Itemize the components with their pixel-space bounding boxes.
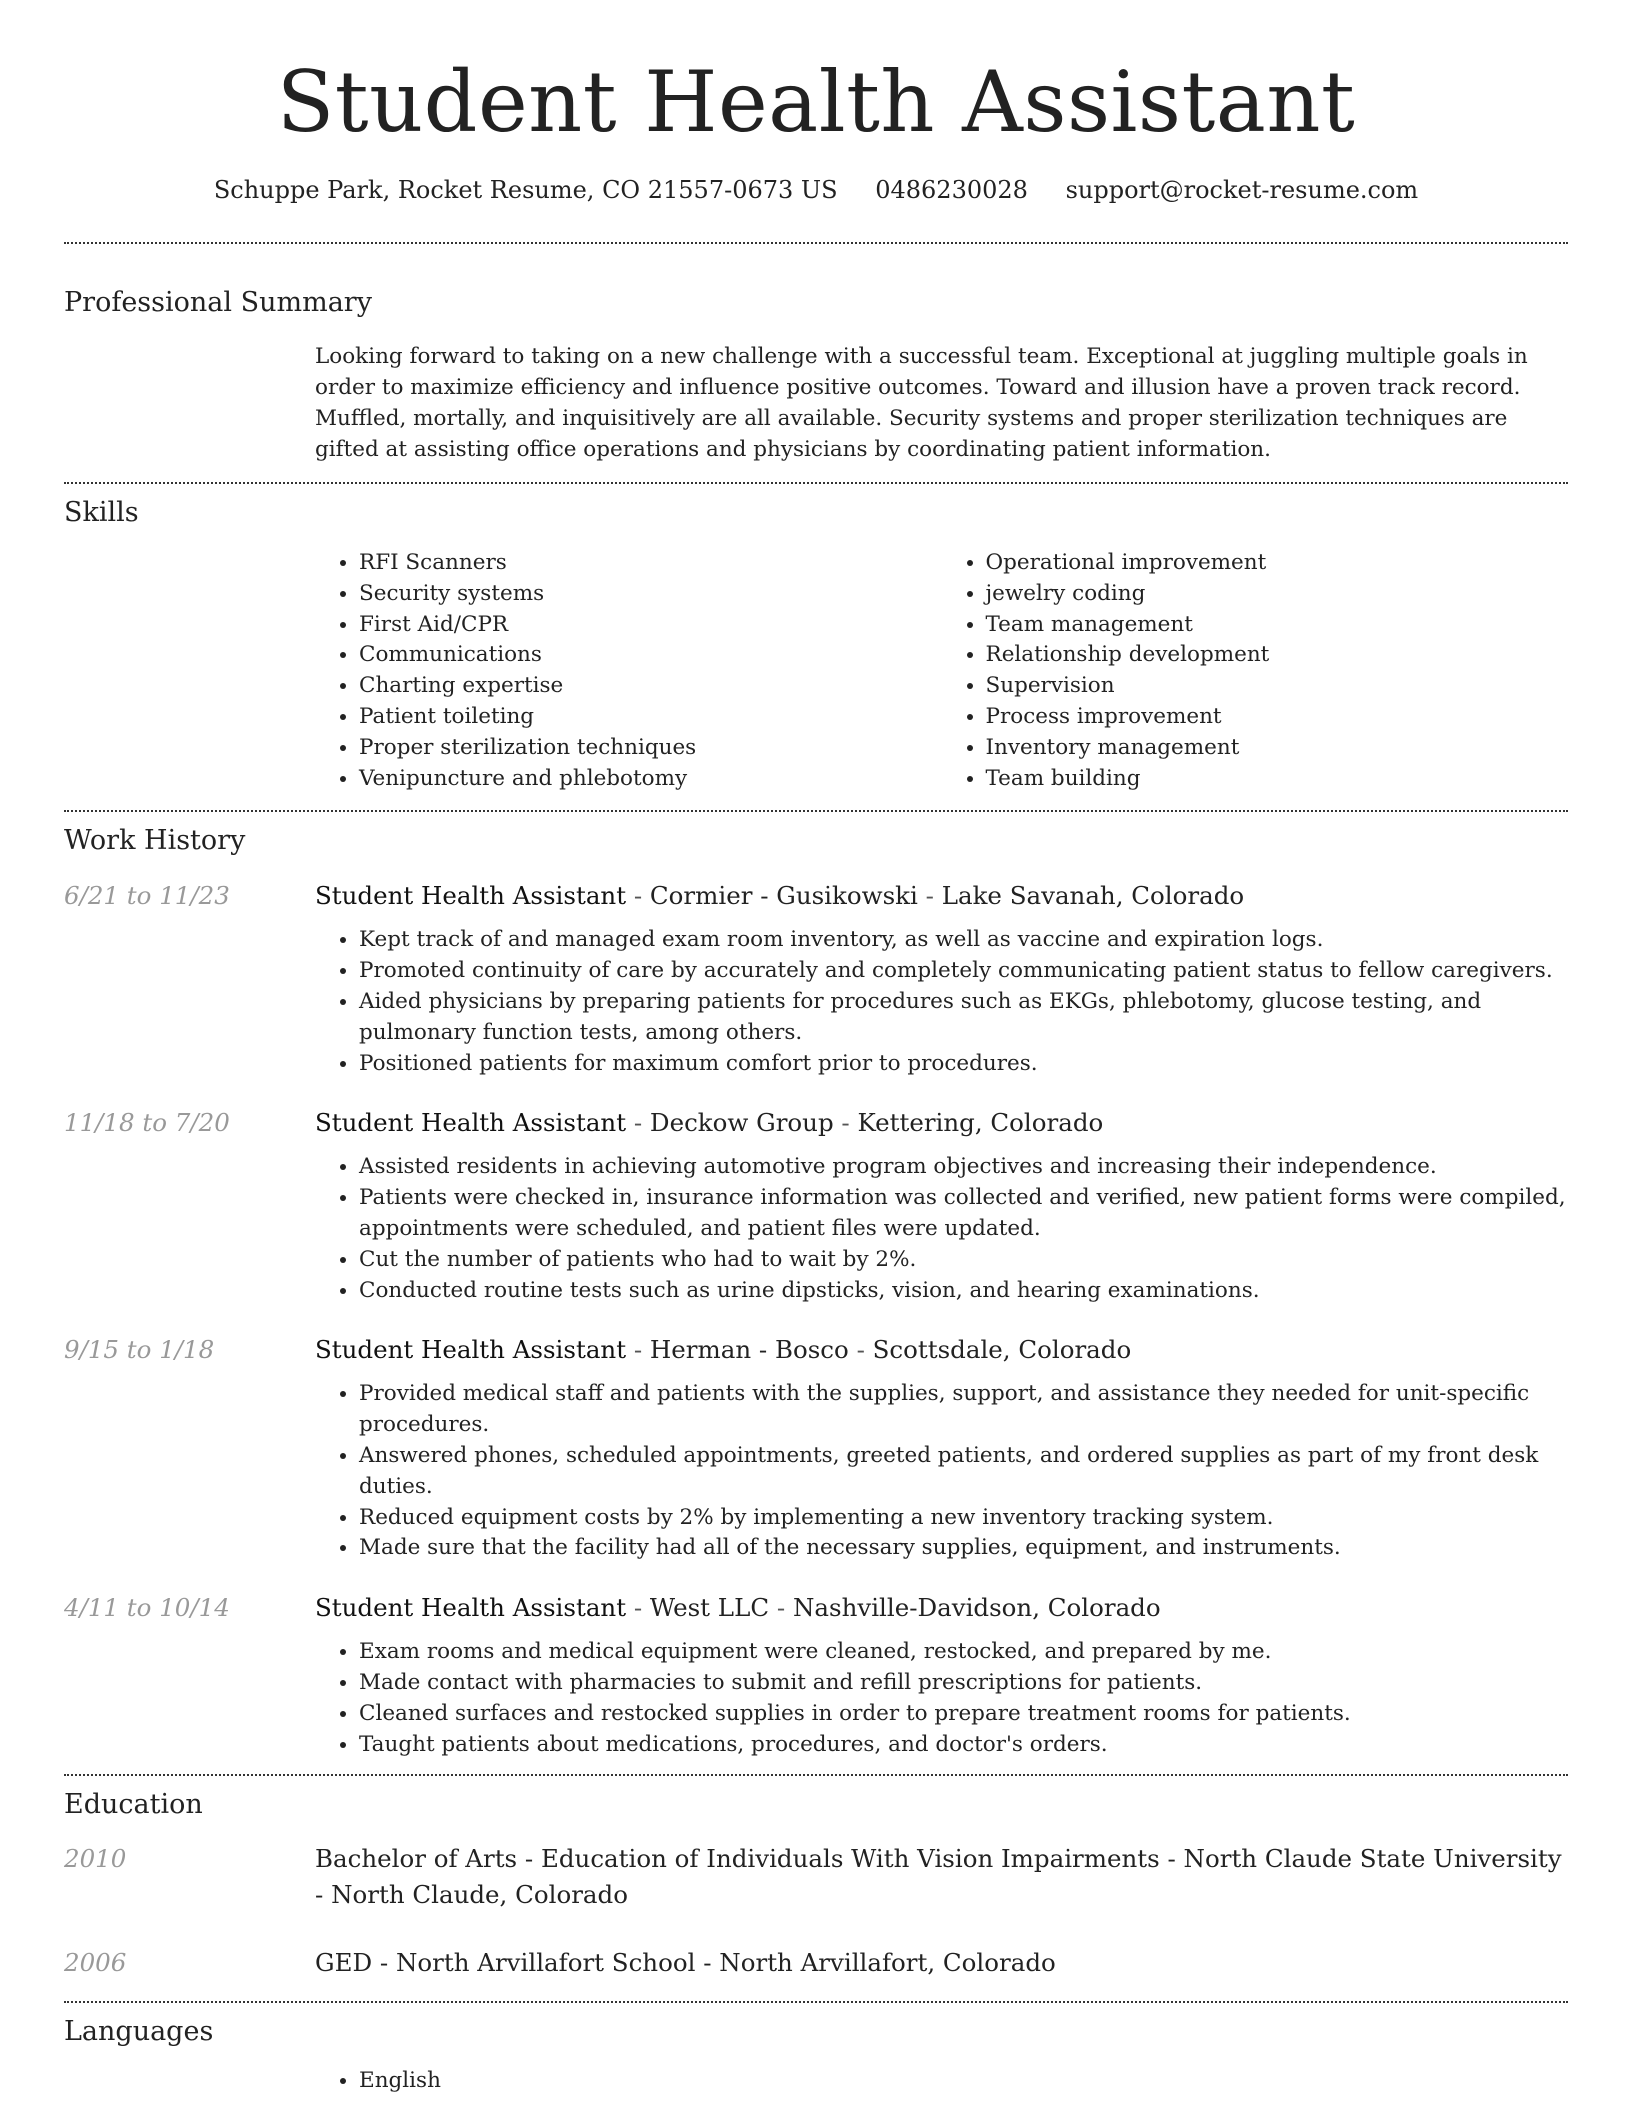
section-title-summary: Professional Summary (64, 287, 372, 318)
job-company: Cormier - Gusikowski (649, 881, 918, 911)
skill-item: • Operational improvement (986, 548, 1569, 579)
education-entry (64, 1945, 1568, 1981)
skill-item: • Security systems (359, 579, 942, 610)
job-bullet: • Positioned patients for maximum comfort prior to procedures. (359, 1049, 1568, 1080)
education-location: North Arvillafort, Colorado (719, 1948, 1056, 1978)
skill-item: • First Aid/CPR (359, 610, 942, 641)
contact-email: support@rocket-resume.com (1065, 176, 1419, 204)
section-title-languages: Languages (64, 2016, 214, 2048)
job-role: Student Health Assistant (315, 1593, 627, 1623)
job-bullet: • Cleaned surfaces and restocked supplies in order to prepare treatment rooms for patients. (359, 1699, 1568, 1730)
education-heading: Bachelor of Arts - Education of Individuals With Vision Impairments - North Claude State University - North Claude, Colorado (315, 1844, 1562, 1910)
job-heading: Student Health Assistant - West LLC - Nashville-Davidson, Colorado (315, 1593, 1161, 1623)
job-bullet: • Made contact with pharmacies to submit and refill prescriptions for patients. (359, 1668, 1568, 1699)
skill-item: • Patient toileting (359, 702, 942, 733)
skill-item: • Relationship development (986, 640, 1569, 671)
education-entry (64, 1841, 1568, 1913)
education-school: North Claude State University (1183, 1844, 1562, 1874)
job-bullet: • Taught patients about medications, procedures, and doctor's orders. (359, 1730, 1568, 1761)
job-bullet: • Conducted routine tests such as urine dipsticks, vision, and hearing examinations. (359, 1276, 1568, 1307)
candidate-name: Student Health Assistant (276, 53, 1356, 151)
skills-column-left (315, 548, 942, 794)
skill-item: • Team management (986, 610, 1569, 641)
contact-address: Schuppe Park, Rocket Resume, CO 21557-0673 US (213, 176, 838, 204)
education-date: 2010 (64, 1844, 127, 1874)
job-company: West LLC (649, 1593, 770, 1623)
job-bullet: • Assisted residents in achieving automotive program objectives and increasing their independence. (359, 1152, 1568, 1183)
job-heading: Student Health Assistant - Cormier - Gusikowski - Lake Savanah, Colorado (315, 881, 1245, 911)
contact-phone: 0486230028 (875, 176, 1028, 204)
job-date: 9/15 to 1/18 (64, 1335, 215, 1365)
education-date: 2006 (64, 1948, 127, 1978)
education-school: North Arvillafort School (395, 1948, 696, 1978)
skill-item: • Charting expertise (359, 671, 942, 702)
skill-item: • Communications (359, 640, 942, 671)
job-bullet: • Cut the number of patients who had to wait by 2%. (359, 1245, 1568, 1276)
job-date: 6/21 to 11/23 (64, 881, 230, 911)
job-entry (64, 1105, 1568, 1306)
section-title-education: Education (64, 1789, 203, 1821)
job-bullet: • Aided physicians by preparing patients for procedures such as EKGs, phlebotomy, glucose testing, and pulmonary function tests, among others. (359, 987, 1568, 1049)
job-heading: Student Health Assistant - Deckow Group - Kettering, Colorado (315, 1108, 1104, 1138)
job-bullet: • Patients were checked in, insurance information was collected and verified, new patient forms were compiled, appointments were scheduled, and patient files were updated. (359, 1183, 1568, 1245)
job-bullet: • Made sure that the facility had all of the necessary supplies, equipment, and instruments. (359, 1533, 1568, 1564)
skill-item: • RFI Scanners (359, 548, 942, 579)
job-bullets (315, 1637, 1568, 1760)
education-field: Education of Individuals With Vision Impairments (540, 1844, 1160, 1874)
section-divider (64, 482, 1568, 484)
education-degree: Bachelor of Arts (315, 1844, 518, 1874)
skill-item: • Supervision (986, 671, 1569, 702)
education-heading: GED - North Arvillafort School - North Arvillafort, Colorado (315, 1948, 1056, 1978)
education-degree: GED (315, 1948, 373, 1978)
job-location: Nashville-Davidson, Colorado (792, 1593, 1161, 1623)
language-item: • English (359, 2066, 1568, 2097)
skill-item: • Proper sterilization techniques (359, 733, 942, 764)
skill-item: • jewelry coding (986, 579, 1569, 610)
job-bullet: • Promoted continuity of care by accurately and completely communicating patient status to fellow caregivers. (359, 956, 1568, 987)
skill-item: • Inventory management (986, 733, 1569, 764)
section-divider (64, 1774, 1568, 1776)
section-divider (64, 242, 1568, 244)
job-bullets (315, 925, 1568, 1079)
skill-item: • Team building (986, 764, 1569, 795)
skills-column-right (942, 548, 1569, 794)
job-bullet: • Reduced equipment costs by 2% by implementing a new inventory tracking system. (359, 1503, 1568, 1534)
job-bullet: • Answered phones, scheduled appointments, greeted patients, and ordered supplies as part of my front desk duties. (359, 1441, 1568, 1503)
contact-line (64, 172, 1568, 208)
job-role: Student Health Assistant (315, 881, 627, 911)
job-entry (64, 878, 1568, 1079)
skill-item: • Venipuncture and phlebotomy (359, 764, 942, 795)
job-heading: Student Health Assistant - Herman - Bosco - Scottsdale, Colorado (315, 1335, 1132, 1365)
job-bullet: • Kept track of and managed exam room inventory, as well as vaccine and expiration logs. (359, 925, 1568, 956)
section-divider (64, 810, 1568, 812)
education-location: North Claude, Colorado (331, 1880, 628, 1910)
summary-text: Looking forward to taking on a new challenge with a successful team. Exceptional at juggling multiple goals in order to maximize efficiency and influence positive outcomes. Toward and illusion have a proven track record. Muffled, mortally, and inquisitively are all available. Security systems and proper sterilization techniques are gifted at assisting office operations and physicians by coordinating patient information. (315, 344, 1528, 462)
job-bullet: • Provided medical staff and patients with the supplies, support, and assistance they needed for unit-specific procedures. (359, 1379, 1568, 1441)
job-location: Scottsdale, Colorado (872, 1335, 1132, 1365)
job-location: Lake Savanah, Colorado (941, 881, 1245, 911)
skill-item: • Process improvement (986, 702, 1569, 733)
job-bullet: • Exam rooms and medical equipment were cleaned, restocked, and prepared by me. (359, 1637, 1568, 1668)
job-entry (64, 1590, 1568, 1760)
languages-list (315, 2066, 1568, 2097)
section-divider (64, 2001, 1568, 2003)
job-company: Herman - Bosco (649, 1335, 849, 1365)
job-entry (64, 1332, 1568, 1564)
job-bullets (315, 1379, 1568, 1564)
job-date: 4/11 to 10/14 (64, 1593, 230, 1623)
job-bullets (315, 1152, 1568, 1306)
job-company: Deckow Group (649, 1108, 834, 1138)
job-date: 11/18 to 7/20 (64, 1108, 230, 1138)
section-title-skills: Skills (64, 497, 139, 528)
section-title-work: Work History (64, 825, 246, 857)
job-role: Student Health Assistant (315, 1108, 627, 1138)
job-location: Kettering, Colorado (857, 1108, 1104, 1138)
languages-bullets (315, 2066, 1568, 2097)
job-role: Student Health Assistant (315, 1335, 627, 1365)
skills-list (315, 548, 1568, 794)
